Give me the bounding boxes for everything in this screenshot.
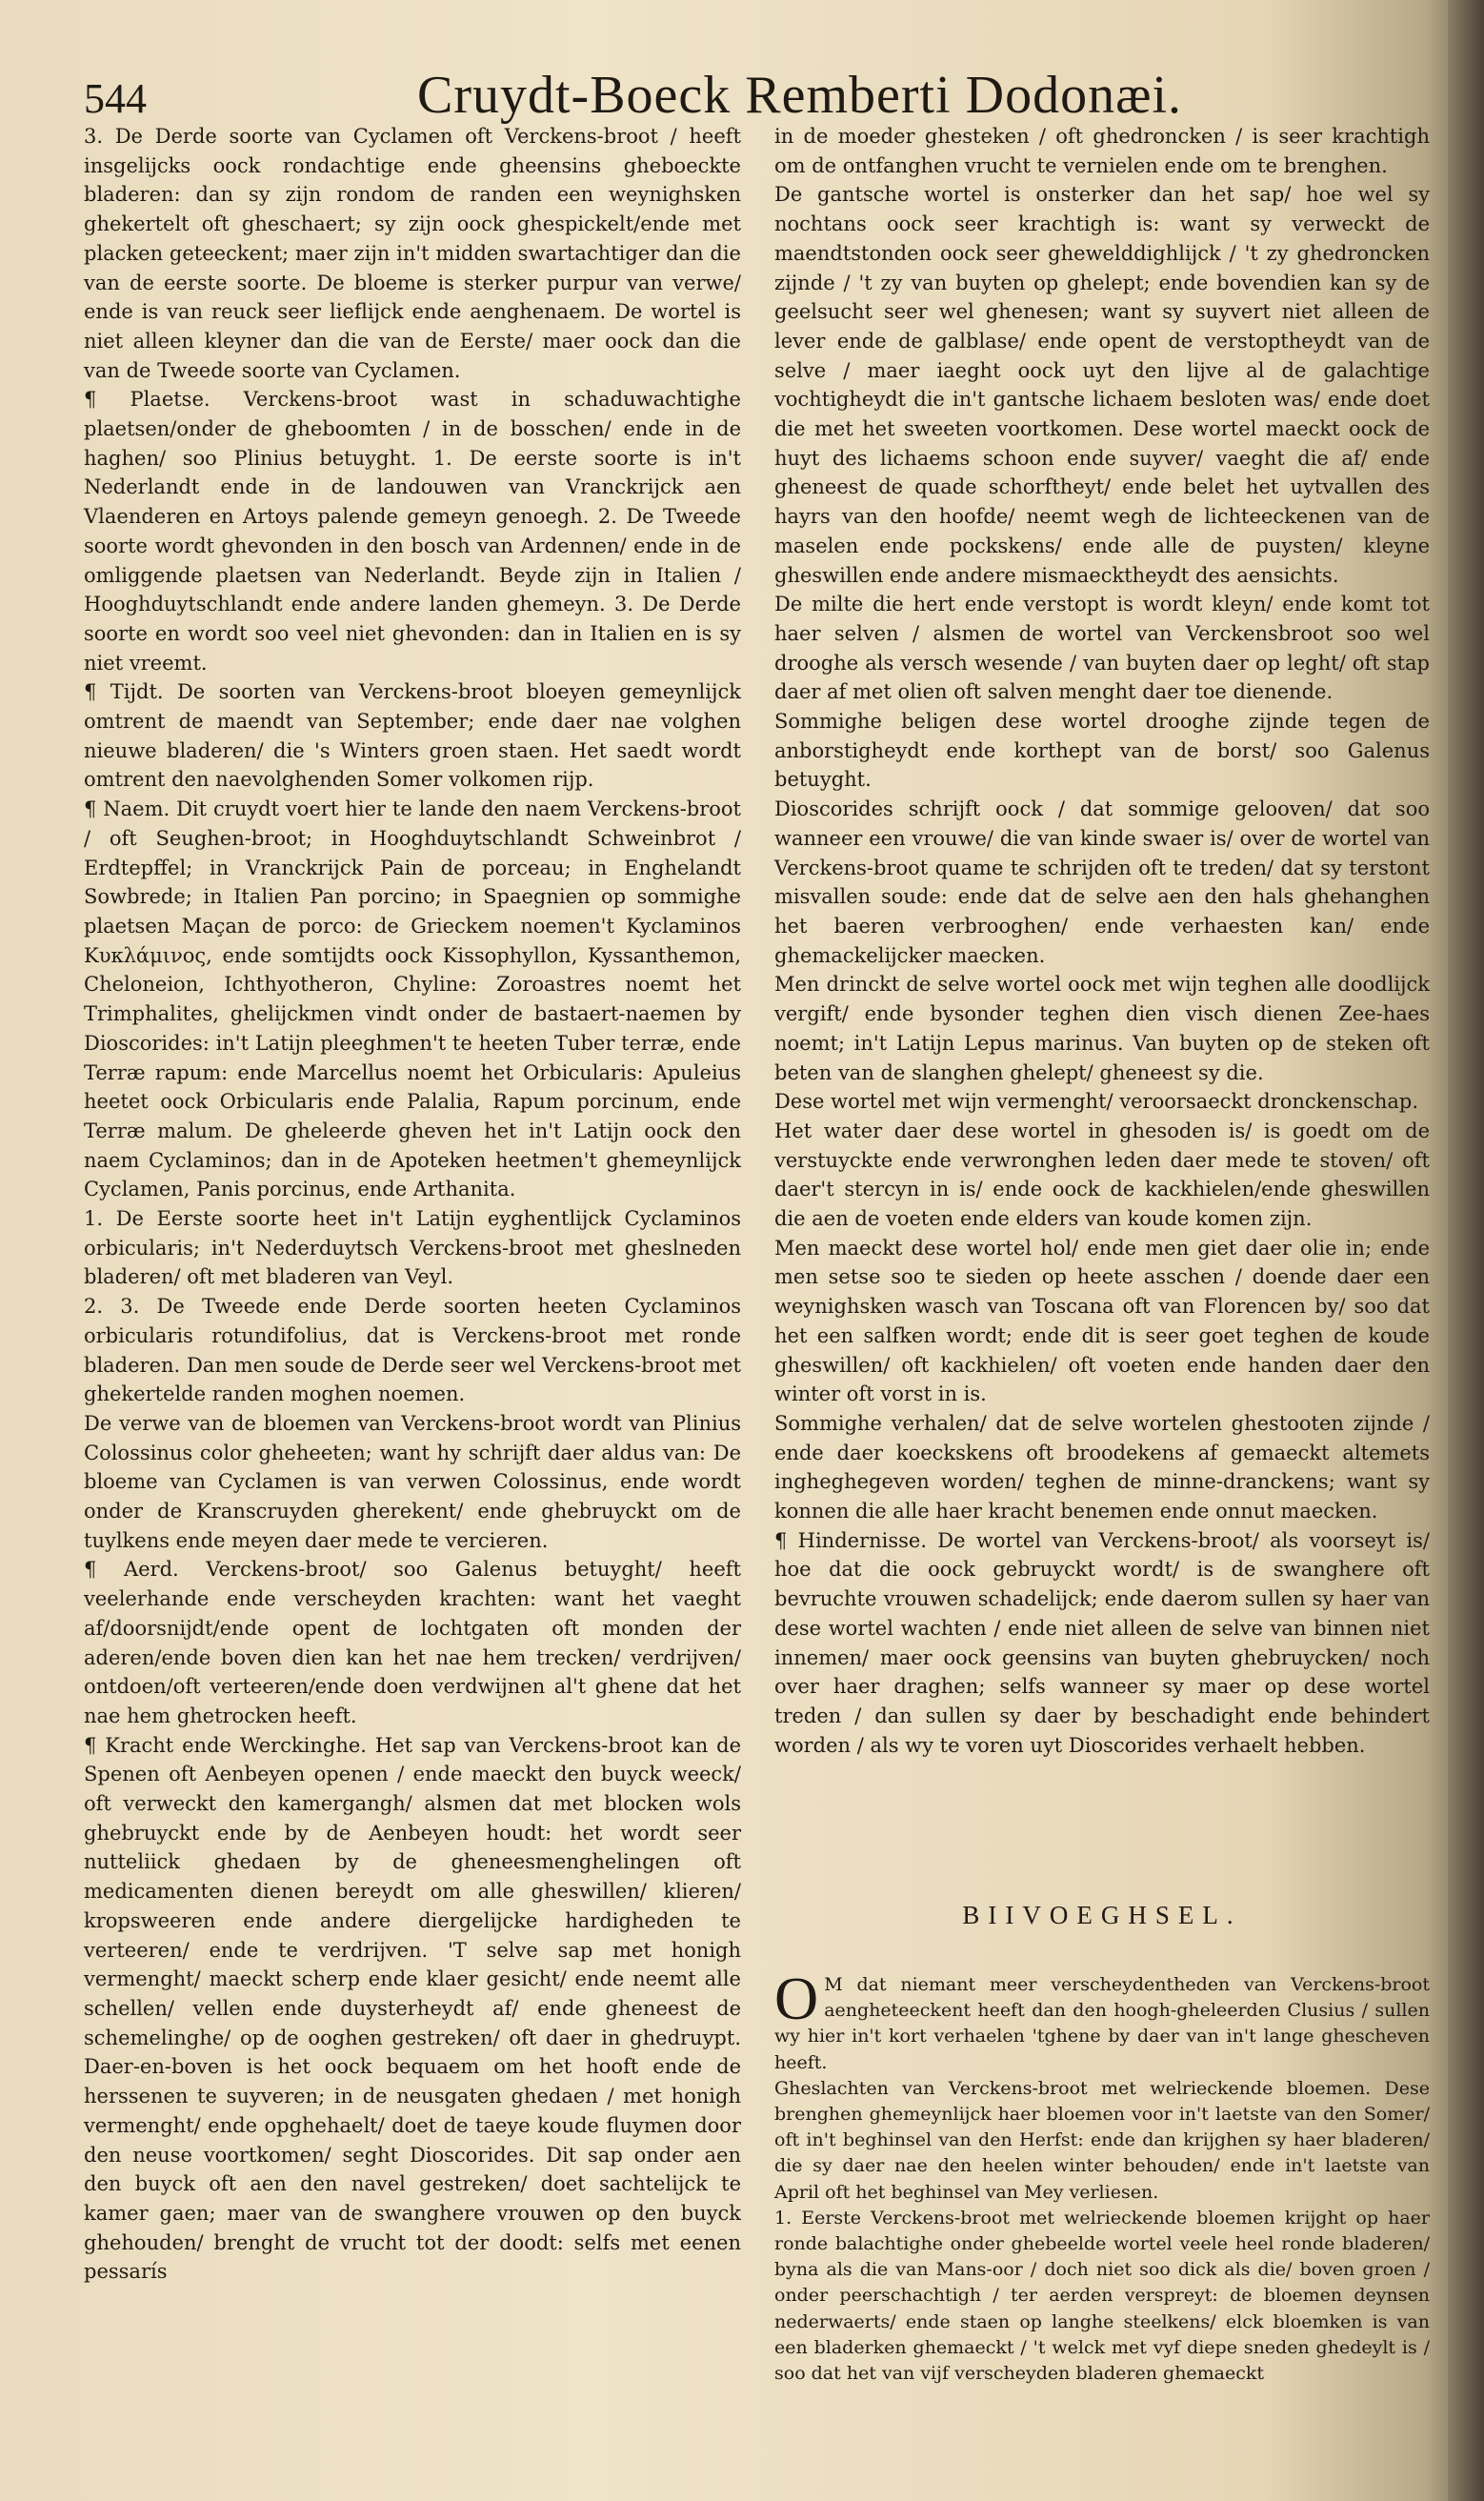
paragraph: in de moeder ghesteken / oft ghedroncken / is seer krachtigh om de ontfanghen vrucht te vernielen ende om te brenghen. [774, 125, 1430, 177]
section-heading: BIIVOEGHSEL. [962, 1901, 1242, 1929]
page-number: 544 [84, 75, 147, 122]
paragraph: 3. De Derde soorte van Cyclamen oft Verckens-broot / heeft insgelijcks oock rondachtige ende gheensins gheboeckte bladeren: dan sy zijn rondom de randen een weynighsken ghekertelt oft gheschaert; sy zijn oock ghespickelt/ende met placken geteeckent; maer zijn in't midden swartachtiger dan die van de eerste soorte. De bloeme is sterker purpur van verwe/ ende is van reuck seer lieflijck ende aenghenaem. De wortel is niet alleen kleyner dan die van de Eerste/ maer oock dan die van de Tweede soorte van Cyclamen. [84, 125, 741, 382]
paragraph: Men drinckt de selve wortel oock met wijn teghen alle doodlijck vergift/ ende bysonder teghen dien visch dienen Zee-haes noemt; in't Latijn Lepus marinus. Van buyten op de steken oft beten van de slanghen ghelept/ gheneest sy die. [774, 973, 1430, 1084]
paragraph: ¶ Hindernisse. De wortel van Verckens-broot/ als voorseyt is/ hoe dat die oock gebruyckt wordt/ is de swanghere oft bevruchte vrouwen schadelijck; ende daerom sullen sy haer van dese wortel wachten / ende niet alleen de selve van binnen niet innemen/ maer oock geensins van buyten ghebruycken/ noch over haer draghen; selfs wanneer sy maer op dese wortel treden / dan sullen sy daer by beschadight ende behindert worden / als wy te voren uyt Dioscorides verhaelt hebben. [774, 1528, 1430, 1757]
paragraph: De verwe van de bloemen van Verckens-broot wordt van Plinius Colossinus color gheheeten; want hy schrijft daer aldus van: De bloeme van Cyclamen is van verwen Colossinus, ende wordt onder de Kranscruyden gherekent/ ende ghebruyckt om de tuylkens ende meyen daer mede te vercieren. [84, 1411, 741, 1552]
paragraph: ¶ Plaetse. Verckens-broot wast in schaduwachtighe plaetsen/onder de gheboomten / in de bosschen/ ende in de haghen/ soo Plinius betuyght. 1. De eerste soorte is in't Nederlandt ende in de landouwen van Vranckrijck aen Vlaenderen en Artoys palende gemeyn genoegh. 2. De Tweede soorte wordt ghevonden in den bosch van Ardennen/ ende in de omliggende plaetsen van Nederlandt. Beyde zijn in Italien / Hooghduytschlandt ende andere landen ghemeyn. 3. De Derde soorte en wordt soo veel niet ghevonden: dan in Italien en is sy niet vreemt. [84, 388, 741, 675]
paragraph: ¶ Kracht ende Werckinghe. Het sap van Verckens-broot kan de Spenen oft Aenbeyen openen / ende maeckt den buyck weeck/ oft verweckt den kamergangh/ alsmen dat met blocken wols ghebruyckt ende by de Aenbeyen houdt: het wordt seer nutteliick ghedaen by de gheneesmenghelingen oft medicamenten dienen bereydt om alle gheswillen/ klieren/ kropsweeren ende andere diergelijcke hardigheden te verteeren/ ende te verdrijven. 'T selve sap met honigh vermenght/ maeckt scherp ende klaer gesicht/ ende neemt alle schellen/ vellen ende duysterheydt af/ ende gheneest de schemelinghe/ op de ooghen gestreken/ oft daer in ghedruypt. Daer-en-boven is het oock bequaem om het hooft ende de herssenen te suyveren; in de neusgaten ghedaen / met honigh vermenght/ ende opghehaelt/ doet de taeye koude fluymen door den neuse voortkomen/ seght Dioscorides. Dit sap onder aen den buyck oft aen den navel gestreken/ doet sachtelijck te kamer gaen; maer van de swanghere vrouwen op den buyck ghehouden/ brenght de vrucht tot der doodt: selfs met eenen pessarís [84, 1733, 741, 2284]
right-column [774, 122, 1430, 1760]
paragraph: 1. Eerste Verckens-broot met welrieckende bloemen krijght op haer ronde balachtighe onder ghebeelde wortel veele heel ronde bladeren/ byna als die van Mans-oor / doch niet soo dick als die/ boven groen / onder peerschachtigh / ter aerden verspreyt: de bloemen deynsen nederwaerts/ ende staen op langhe steelkens/ elck bloemken is van een bladerken ghemaeckt / 't welck met vyf diepe sneden ghedeylt is / soo dat het van vijf verscheyden bladeren ghemaeckt [774, 2207, 1430, 2385]
drop-cap: O [774, 1965, 819, 2032]
running-title: Cruydt-Boeck Remberti Dodonæi. [417, 66, 1183, 125]
paragraph: Dioscorides schrijft oock / dat sommige gelooven/ dat soo wanneer een vrouwe/ die van kinde swaer is/ over de wortel van Verckens-broot quame te schrijden oft te treden/ dat sy terstont misvallen soude: ende dat de selve aen den hals ghehanghen het baeren verbrooghen/ ende verhaesten kan/ ende ghemackelijcker maecken. [774, 797, 1430, 967]
paragraph: ¶ Tijdt. De soorten van Verckens-broot bloeyen gemeynlijck omtrent de maendt van September; ende daer nae volghen nieuwe bladeren/ die 's Winters groen staen. Het saedt wordt omtrent den naevolghenden Somer volkomen rijp. [84, 680, 741, 792]
paragraph: ¶ Naem. Dit cruydt voert hier te lande den naem Verckens-broot / oft Seughen-broot; in Hooghduytschlandt Schweinbrot / Erdtepffel; in Vranckrijck Pain de porceau; in Enghelandt Sowbrede; in Italien Pan porcino; in Spaegnien op sommighe plaetsen Maçan de porco: de Grieckem noemen't Kyclaminos Κυκλάμινος, ende somtijdts oock Kissophyllon, Kyssanthemon, Cheloneion, Ichthyotheron, Chyline: Zoroastres noemt het Trimphalites, ghelijckmen vindt onder de bastaert-naemen by Dioscorides: in't Latijn pleeghmen't te heeten Tuber terræ, ende Terræ rapum: ende Marcellus noemt het Orbicularis: Apuleius heetet oock Orbicularis ende Palalia, Rapum porcinum, ende Terræ malum. De gheleerde gheven het in't Latijn oock den naem Cyclaminos; dan in de Apoteken heetmen't ghemeynlijck Cyclamen, Panis porcinus, ende Arthanita. [84, 797, 741, 1201]
paragraph: ¶ Aerd. Verckens-broot/ soo Galenus betuyght/ heeft veelerhande ende verscheyden krachten: want het vaeght af/doorsnijdt/ende opent de lochtgaten oft monden der aderen/ende boven dien kan het nae hem trecken/ verdrijven/ ontdoen/oft verteeren/ende doen verdwijnen al't ghene dat het nae hem ghetrocken heeft. [84, 1558, 741, 1727]
paragraph: De gantsche wortel is onsterker dan het sap/ hoe wel sy nochtans oock seer krachtigh is: want sy verweckt de maendtstonden oock seer ghewelddighlijck / 't zy ghedroncken zijnde / 't zy van buyten op ghelept; ende bovendien kan sy de geelsucht seer wel ghenesen; want sy suyvert niet alleen de lever ende de galblase/ ende opent de verstoptheydt van de selve / maer iaeght oock uyt den lijve al de galachtige vochtigheydt die in't gantsche lichaem besloten was/ ende doet die met het sweeten voortkomen. Dese wortel maeckt oock de huyt des lichaems schoon ende suyver/ vaeght die af/ ende gheneest de quade schorftheyt/ ende belet het uytvallen des hayrs van den hoofde/ neemt wegh de lichteeckenen van de maselen ende pockskens/ ende alle de puysten/ kleyne gheswillen ende andere mismaecktheydt des aensichts. [774, 183, 1430, 587]
paragraph-text: M dat niemant meer verscheydentheden van Verckens-broot aengheteeckent heeft dan den hoogh-gheleerden Clusius / sullen wy hier in't kort verhaelen 'tghene by daer van in't lange ghescheven heeft. [774, 1974, 1430, 2073]
paragraph: Men maeckt dese wortel hol/ ende men giet daer olie in; ende men setse soo te sieden op heete asschen / doende daer een weynighsken wasch van Toscana oft van Florencen by/ soo dat het een salfken wordt; ende dit is seer goet teghen de koude gheswillen/ oft kackhielen/ oft voeten ende handen daer den winter oft vorst in is. [774, 1236, 1430, 1406]
paragraph: Sommighe verhalen/ dat de selve wortelen ghestooten zijnde / ende daer koeckskens oft broodekens af gemaeckt altemets ingheghegeven worden/ teghen de minne-dranckens; want sy konnen die alle haer kracht benemen ende onnut maecken. [774, 1411, 1430, 1523]
paragraph: 2. 3. De Tweede ende Derde soorten heeten Cyclaminos orbicularis rotundifolius, dat is Verckens-broot met ronde bladeren. Dan men soude de Derde seer wel Verckens-broot met ghekertelde randen moghen noemen. [84, 1295, 741, 1406]
paragraph: Dese wortel met wijn vermenght/ veroorsaeckt dronckenschap. [774, 1090, 1419, 1114]
paragraph: Het water daer dese wortel in ghesoden is/ is goedt om de verstuyckte ende verwronghen leden daer mede te stoven/ oft daer't stercyn in is/ ende oock de kackhielen/ende gheswillen die aen de voeten ende elders van koude komen zijn. [774, 1119, 1430, 1231]
supplement-section [774, 1965, 1430, 2387]
page-edge-shadow [1448, 0, 1484, 2501]
paragraph [774, 1965, 1430, 2076]
paragraph: 1. De Eerste soorte heet in't Latijn eyghentlijck Cyclaminos orbicularis; in't Nederduytsch Verckens-broot met gheslneden bladeren/ oft met bladeren van Veyl. [84, 1207, 741, 1289]
paragraph: De milte die hert ende verstopt is wordt kleyn/ ende komt tot haer selven / alsmen de wortel van Verckensbroot soo wel drooghe als versch wesende / van buyten daer op leght/ oft stap daer af met olien oft salven menght daer toe dienende. [774, 593, 1430, 704]
paragraph: Gheslachten van Verckens-broot met welrieckende bloemen. Dese brenghen ghemeynlijck haer bloemen voor in't laetste van den Somer/ oft in't beghinsel van den Herfst: ende dan krijghen sy haer bladeren/ die sy daer nae den heelen winter behouden/ ende in't laetste van April oft het beghinsel van Mey verliesen. [774, 2077, 1430, 2203]
left-column [84, 122, 741, 2287]
paragraph: Sommighe beligen dese wortel drooghe zijnde tegen de anborstigheydt ende korthept van de borst/ soo Galenus betuyght. [774, 710, 1430, 792]
